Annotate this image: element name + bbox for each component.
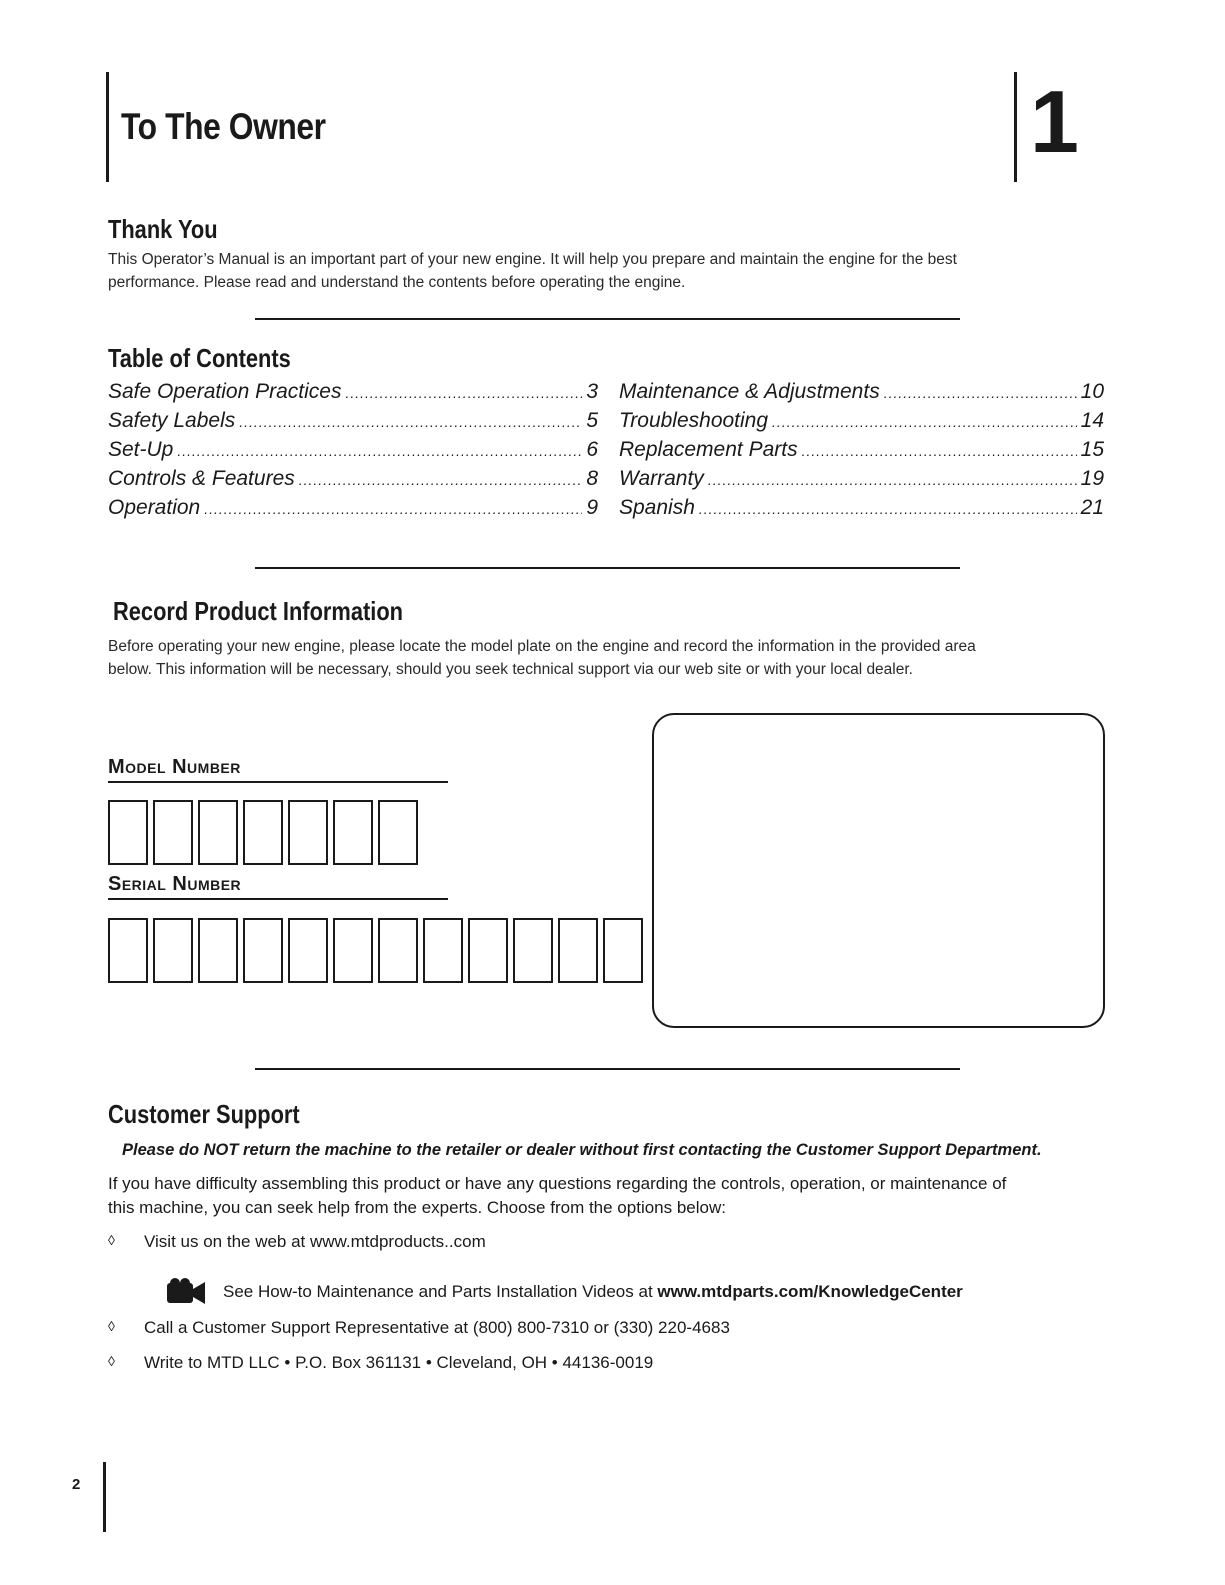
toc-leader (299, 466, 583, 495)
serial-digit-box[interactable] (423, 918, 463, 983)
serial-digit-box[interactable] (603, 918, 643, 983)
toc-entry-page: 15 (1080, 438, 1104, 461)
page-number: 2 (72, 1476, 81, 1493)
toc-leader (204, 495, 582, 524)
toc-entry[interactable] (108, 406, 598, 435)
serial-digit-box[interactable] (468, 918, 508, 983)
divider-2 (255, 567, 960, 569)
toc-entry-title: Set-Up (108, 438, 174, 461)
toc-entry-page: 9 (586, 496, 598, 519)
record-text (108, 635, 1118, 681)
model-digit-box[interactable] (198, 800, 238, 865)
record-heading: Record Product Information (113, 596, 404, 626)
support-notice: Please do NOT return the machine to the retailer or dealer without first contacting the Customer Support Department. (122, 1141, 1042, 1159)
serial-digit-box[interactable] (378, 918, 418, 983)
toc-leader (177, 437, 582, 466)
toc-entry[interactable] (619, 377, 1104, 406)
model-plate-box (652, 713, 1105, 1028)
toc-entry-page: 3 (586, 380, 598, 403)
serial-digit-box[interactable] (198, 918, 238, 983)
video-prefix: See How-to Maintenance and Parts Installation Videos at (223, 1282, 658, 1301)
support-line-1: If you have difficulty assembling this product or have any questions regarding the controls, operation, or maintenance of (108, 1174, 1007, 1193)
bullet-diamond-icon: ◊ (108, 1353, 115, 1369)
toc-leader (345, 379, 582, 408)
knowledge-center-link[interactable]: www.mtdparts.com/KnowledgeCenter (657, 1282, 963, 1301)
toc-entry[interactable] (619, 493, 1104, 522)
toc-leader (239, 408, 582, 437)
option-write-text: Write to MTD LLC • P.O. Box 361131 • Cleveland, OH • 44136-0019 (144, 1353, 654, 1372)
toc-right-column (619, 377, 1104, 522)
toc-entry-title: Spanish (619, 496, 695, 519)
toc-left-column (108, 377, 598, 522)
footer-rule (103, 1462, 106, 1532)
model-number-label: Model Number (108, 756, 448, 783)
model-digit-box[interactable] (333, 800, 373, 865)
toc-entry[interactable] (108, 493, 598, 522)
toc-entry-title: Operation (108, 496, 201, 519)
model-digit-box[interactable] (243, 800, 283, 865)
toc-entry-page: 5 (586, 409, 598, 432)
serial-number-label: Serial Number (108, 873, 448, 900)
toc-entry-page: 14 (1080, 409, 1104, 432)
thank-you-text (108, 248, 1108, 294)
toc-entry[interactable] (619, 464, 1104, 493)
serial-digit-box[interactable] (333, 918, 373, 983)
bullet-diamond-icon: ◊ (108, 1232, 115, 1248)
option-video (165, 1277, 963, 1307)
toc-leader (772, 408, 1077, 437)
model-number-boxes (108, 800, 423, 865)
model-digit-box[interactable] (153, 800, 193, 865)
toc-entry-title: Replacement Parts (619, 438, 798, 461)
serial-number-boxes (108, 918, 648, 983)
support-intro (108, 1172, 1118, 1220)
toc-entry-title: Safe Operation Practices (108, 380, 342, 403)
record-line-1: Before operating your new engine, please locate the model plate on the engine and record the information in the provided area (108, 638, 976, 655)
support-line-2: this machine, you can seek help from the experts. Choose from the options below: (108, 1198, 726, 1217)
option-call (108, 1318, 730, 1338)
video-camera-icon (165, 1277, 207, 1307)
record-line-2: below. This information will be necessary, should you seek technical support via our web site or with your local dealer. (108, 661, 913, 678)
serial-digit-box[interactable] (243, 918, 283, 983)
toc-entry[interactable] (108, 464, 598, 493)
toc-heading: Table of Contents (108, 343, 291, 373)
serial-digit-box[interactable] (108, 918, 148, 983)
support-heading: Customer Support (108, 1099, 300, 1129)
toc-entry-page: 10 (1080, 380, 1104, 403)
thank-you-line-1: This Operator’s Manual is an important part of your new engine. It will help you prepare and maintain the engine for the best (108, 251, 957, 268)
toc-leader (884, 379, 1077, 408)
toc-entry-page: 21 (1080, 496, 1104, 519)
toc-entry-title: Troubleshooting (619, 409, 769, 432)
toc-leader (699, 495, 1077, 524)
page-title: To The Owner (121, 106, 326, 147)
toc-leader (708, 466, 1077, 495)
thank-you-line-2: performance. Please read and understand the contents before operating the engine. (108, 274, 686, 291)
model-digit-box[interactable] (108, 800, 148, 865)
model-digit-box[interactable] (288, 800, 328, 865)
option-web (108, 1232, 486, 1252)
option-web-text[interactable]: Visit us on the web at www.mtdproducts..com (144, 1232, 486, 1251)
serial-digit-box[interactable] (558, 918, 598, 983)
option-write (108, 1353, 653, 1373)
bullet-diamond-icon: ◊ (108, 1318, 115, 1334)
toc-entry-page: 6 (586, 438, 598, 461)
serial-digit-box[interactable] (153, 918, 193, 983)
toc-entry[interactable] (108, 377, 598, 406)
video-text (223, 1282, 963, 1302)
toc-entry-page: 19 (1080, 467, 1104, 490)
toc-entry-title: Safety Labels (108, 409, 236, 432)
toc-entry[interactable] (619, 406, 1104, 435)
toc-entry[interactable] (619, 435, 1104, 464)
toc-entry-title: Controls & Features (108, 467, 295, 490)
toc-entry-page: 8 (586, 467, 598, 490)
header-left-rule (106, 72, 109, 182)
option-call-text: Call a Customer Support Representative at (800) 800-7310 or (330) 220-4683 (144, 1318, 730, 1337)
header-right-rule (1014, 72, 1017, 182)
toc-entry[interactable] (108, 435, 598, 464)
thank-you-heading: Thank You (108, 214, 218, 244)
toc-entry-title: Warranty (619, 467, 704, 490)
model-digit-box[interactable] (378, 800, 418, 865)
chapter-number: 1 (1030, 72, 1079, 171)
toc-entry-title: Maintenance & Adjustments (619, 380, 880, 403)
toc-leader (802, 437, 1077, 466)
serial-digit-box[interactable] (288, 918, 328, 983)
divider-1 (255, 318, 960, 320)
divider-3 (255, 1068, 960, 1070)
serial-digit-box[interactable] (513, 918, 553, 983)
